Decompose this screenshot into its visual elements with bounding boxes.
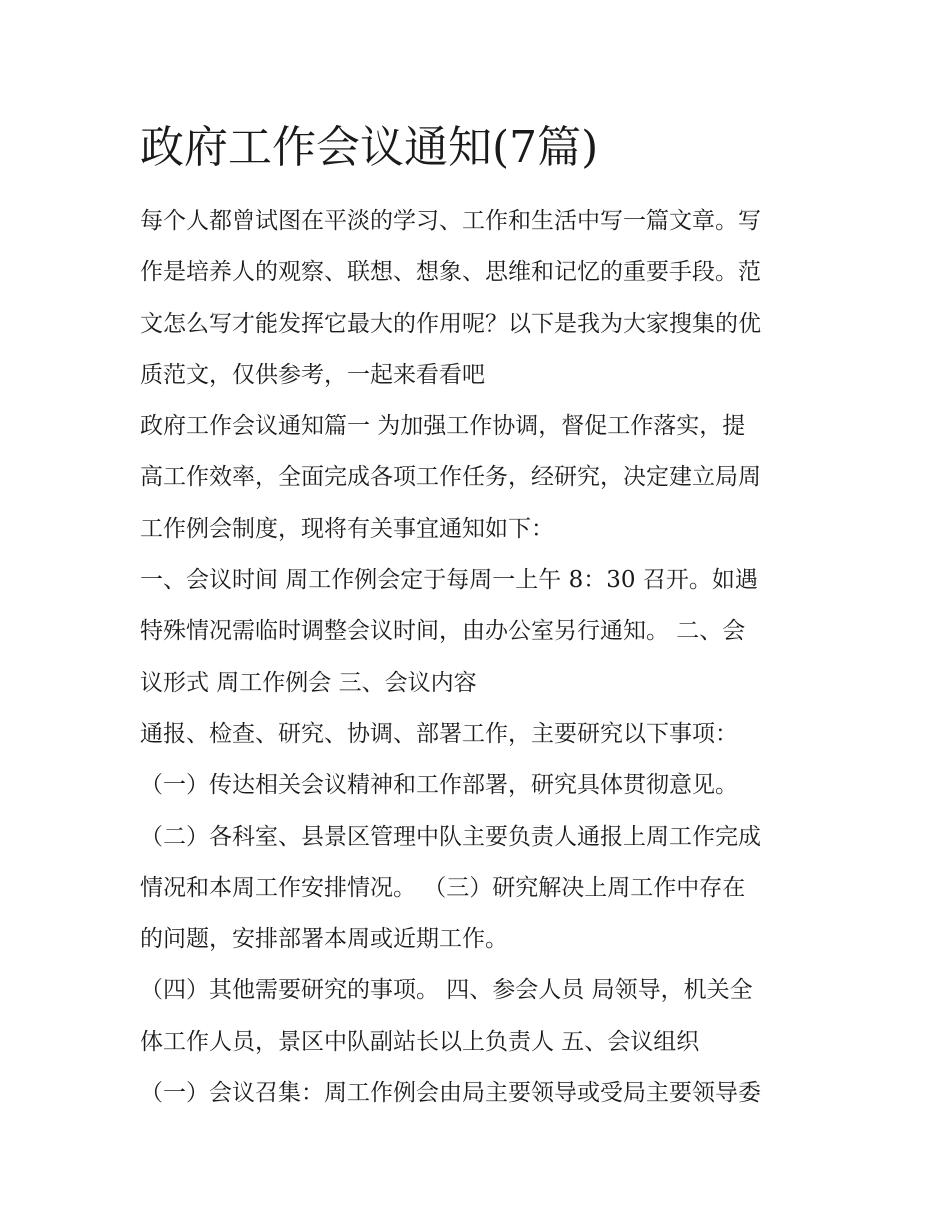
body-line: 质范文，仅供参考，一起来看看吧 [140,361,485,388]
body-line: 体工作人员，景区中队副站长以上负责人 五、会议组织 [140,1028,700,1055]
body-line: 作是培养人的观察、联想、想象、思维和记忆的重要手段。范 [140,259,761,286]
body-line: 的问题，安排部署本周或近期工作。 [140,926,508,953]
body-line: 一、会议时间 周工作例会定于每周一上午 8：30 召开。如遇 [140,567,758,594]
document-title: 政府工作会议通知(7篇) [140,122,599,173]
body-line: （二）各科室、县景区管理中队主要负责人通报上周工作完成 [140,823,761,850]
body-line: 政府工作会议通知篇一 为加强工作协调，督促工作落实，提 [140,413,746,440]
body-line: 工作例会制度，现将有关事宜通知如下： [140,515,554,542]
document-body [140,196,820,1119]
body-line: 高工作效率，全面完成各项工作任务，经研究，决定建立局周 [140,464,761,491]
body-line: 文怎么写才能发挥它最大的作用呢？以下是我为大家搜集的优 [140,310,761,337]
body-line: 特殊情况需临时调整会议时间，由办公室另行通知。 二、会 [140,618,746,645]
body-line: 议形式 周工作例会 三、会议内容 [140,669,477,696]
body-line: （一）传达相关会议精神和工作部署，研究具体贯彻意见。 [140,772,738,799]
body-line: 通报、检查、研究、协调、部署工作，主要研究以下事项： [140,720,738,747]
body-line: （一）会议召集：周工作例会由局主要领导或受局主要领导委 [140,1080,761,1107]
body-line: 情况和本周工作安排情况。 （三）研究解决上周工作中存在 [140,874,746,901]
body-line: （四）其他需要研究的事项。 四、参会人员 局领导，机关全 [140,977,753,1004]
body-line: 每个人都曾试图在平淡的学习、工作和生活中写一篇文章。写 [140,208,761,234]
